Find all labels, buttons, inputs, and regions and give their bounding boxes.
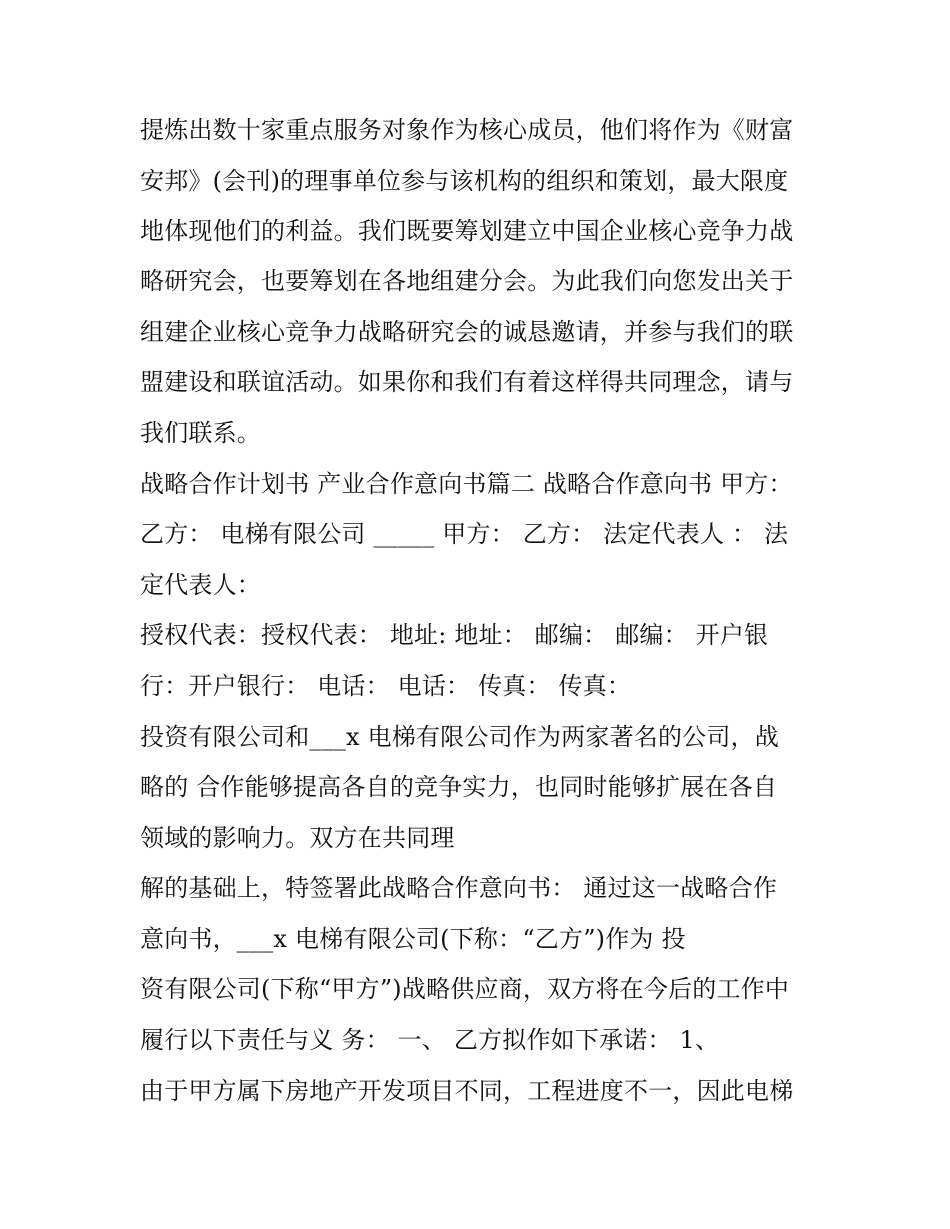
text-line-19: 履行以下责任与义 务： 一、 乙方拟作如下承诺： 1、 — [140, 1026, 720, 1054]
text-line-16: 解的基础上，特签署此战略合作意向书： 通过这一战略合作 — [140, 874, 778, 902]
text-line-5: 组建企业核心竞争力战略研究会的诚恳邀请，并参与我们的联 — [140, 318, 794, 346]
text-line-1: 提炼出数十家重点服务对象作为核心成员，他们将作为《财富 — [140, 116, 794, 144]
text-line-13: 投资有限公司和___x 电梯有限公司作为两家著名的公司，战 — [140, 723, 779, 751]
text-line-8: 战略合作计划书 产业合作意向书篇二 战略合作意向书 甲方： — [140, 470, 793, 498]
text-line-12: 行：开户银行： 电话： 电话： 传真： 传真： — [140, 672, 632, 700]
text-line-11: 授权代表：授权代表： 地址: 地址： 邮编： 邮编： 开户银 — [140, 621, 769, 649]
text-line-17: 意向书，___x 电梯有限公司(下称：“乙方”)作为 投 — [140, 925, 686, 953]
text-line-10: 定代表人： — [140, 571, 261, 599]
text-line-15: 领域的影响力。双方在共同理 — [140, 824, 455, 852]
text-line-6: 盟建设和联谊活动。如果你和我们有着这样得共同理念，请与 — [140, 368, 794, 396]
text-line-9: 乙方： 电梯有限公司 _____ 甲方： 乙方： 法定代表人 ： 法 — [140, 520, 789, 548]
text-line-20: 由于甲方属下房地产开发项目不同，工程进度不一，因此电梯 — [140, 1077, 794, 1105]
text-line-2: 安邦》(会刊)的理事单位参与该机构的组织和策划，最大限度 — [140, 167, 789, 195]
text-line-4: 略研究会，也要筹划在各地组建分会。为此我们向您发出关于 — [140, 267, 794, 295]
text-line-7: 我们联系。 — [140, 419, 261, 447]
text-line-14: 略的 合作能够提高各自的竞争实力，也同时能够扩展在各自 — [140, 773, 778, 801]
text-line-3: 地体现他们的利益。我们既要筹划建立中国企业核心竞争力战 — [140, 217, 794, 245]
text-line-18: 资有限公司(下称“甲方”)战略供应商，双方将在今后的工作中 — [140, 975, 790, 1003]
